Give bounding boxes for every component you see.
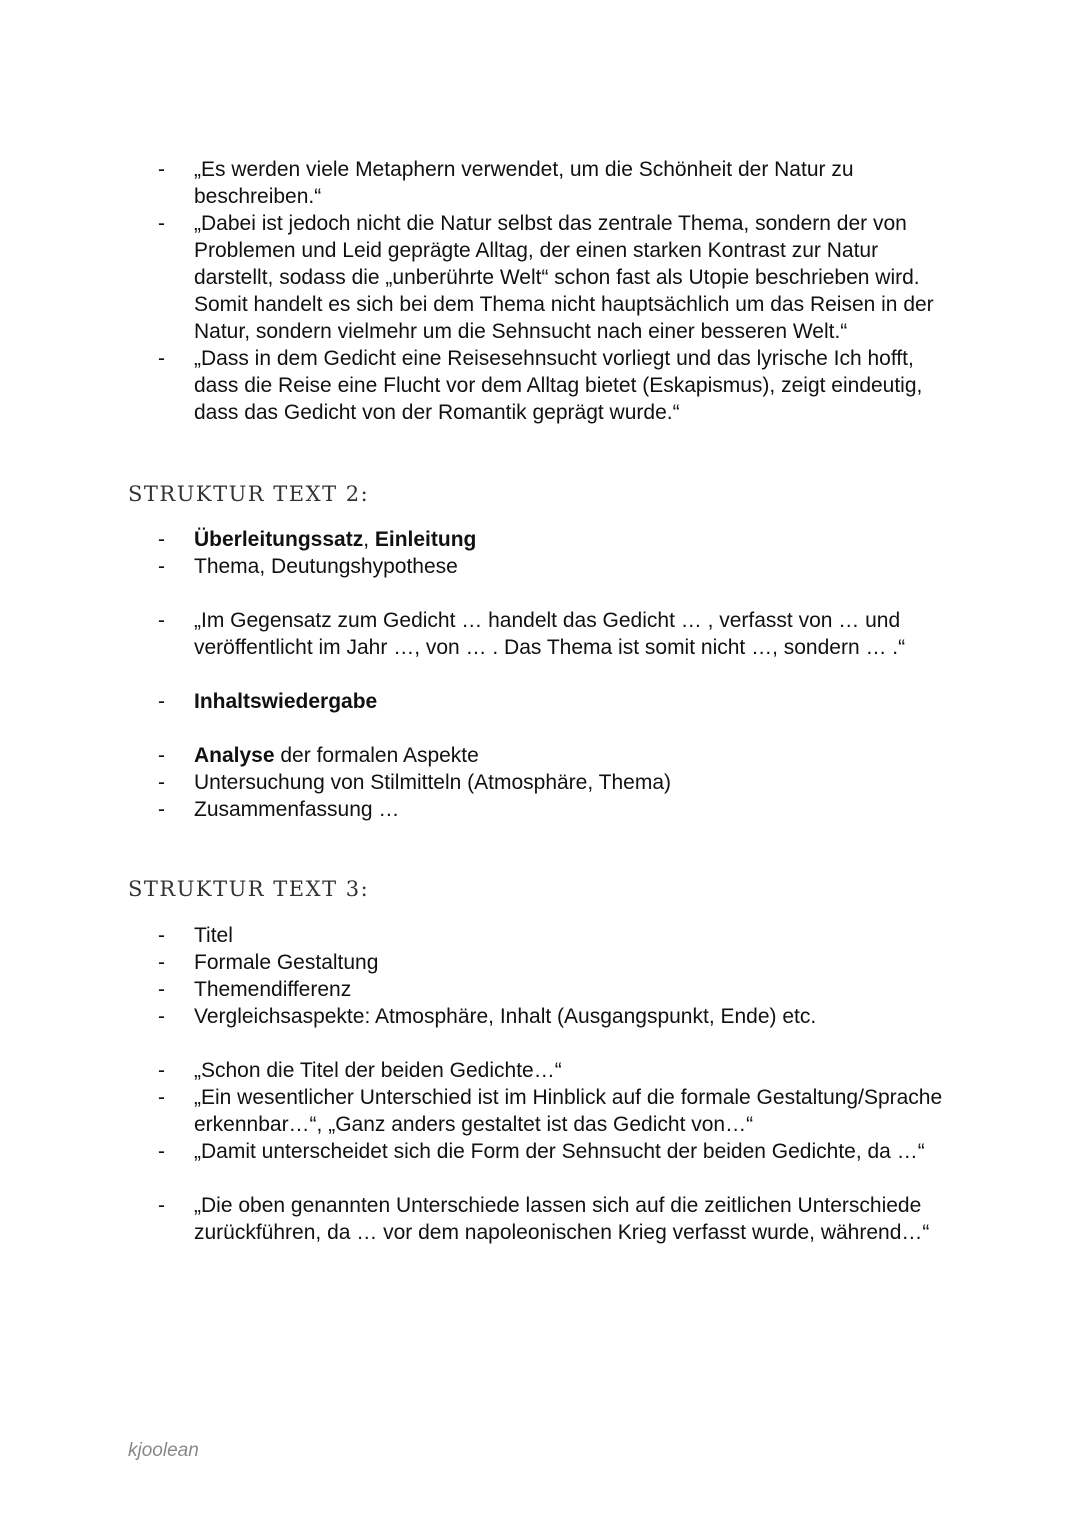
list-item-text: „Dass in dem Gedicht eine Reisesehnsucht vorliegt und das lyrische Ich hofft, dass die Reise eine Flucht vor dem Alltag bietet (Eskapismus), zeigt eindeutig, dass das Gedicht von der Romantik geprägt wurde.“ <box>194 347 923 424</box>
list-item <box>158 949 958 976</box>
list-item <box>158 1057 958 1084</box>
section-heading-text-3: STRUKTUR TEXT 3: <box>128 877 370 901</box>
list-item-text: „Im Gegensatz zum Gedicht … handelt das Gedicht … , verfasst von … und veröffentlicht im Jahr …, von … . Das Thema ist somit nicht …, sondern … .“ <box>194 609 906 659</box>
bullet-dash: - <box>158 690 165 713</box>
list-item <box>158 1138 958 1165</box>
list-item-text: „Dabei ist jedoch nicht die Natur selbst das zentrale Thema, sondern der von Problemen und Leid geprägte Alltag, der einen starken Kontrast zur Natur darstellt, sodass die „unberührte Welt“ schon fast als Utopie beschrieben wird. Somit handelt es sich bei dem Thema nicht hauptsächlich um das Reisen in der Natur, sondern vielmehr um die Sehnsucht nach einer besseren Welt.“ <box>194 212 934 343</box>
list-item <box>158 922 958 949</box>
bullet-dash: - <box>158 1086 165 1109</box>
bold-term: Einleitung <box>374 528 477 551</box>
list-item <box>158 976 958 1003</box>
bullet-dash: - <box>158 158 165 181</box>
list-item <box>158 526 958 553</box>
list-item-text: „Damit unterscheidet sich die Form der Sehnsucht der beiden Gedichte, da …“ <box>194 1140 925 1163</box>
bold-term: Überleitungssatz <box>194 528 364 551</box>
list-item-text: „Es werden viele Metaphern verwendet, um die Schönheit der Natur zu beschreiben.“ <box>194 158 854 208</box>
list-item <box>158 769 958 796</box>
list-item-text: „Die oben genannten Unterschiede lassen sich auf die zeitlichen Unterschiede zurückführen, da … vor dem napoleonischen Krieg verfasst wurde, während…“ <box>194 1194 930 1244</box>
list-item <box>158 553 958 580</box>
bullet-dash: - <box>158 1005 165 1028</box>
bullet-dash: - <box>158 1140 165 1163</box>
separator-text: , <box>363 528 375 551</box>
list-item-text: Vergleichsaspekte: Atmosphäre, Inhalt (Ausgangspunkt, Ende) etc. <box>194 1005 817 1028</box>
spacer <box>158 580 958 607</box>
list-item <box>158 742 958 769</box>
list-item <box>158 1084 958 1138</box>
structure-list-text-2 <box>158 526 958 823</box>
spacer <box>158 1030 958 1057</box>
bullet-dash: - <box>158 212 165 235</box>
list-item <box>158 210 958 345</box>
list-item <box>158 688 958 715</box>
bullet-dash: - <box>158 609 165 632</box>
bullet-dash: - <box>158 528 165 551</box>
list-item-text: Zusammenfassung … <box>194 798 400 821</box>
structure-list-text-3 <box>158 922 958 1246</box>
section-heading-text-2: STRUKTUR TEXT 2: <box>128 482 370 506</box>
bullet-dash: - <box>158 555 165 578</box>
spacer <box>158 715 958 742</box>
list-item-text: Formale Gestaltung <box>194 951 379 974</box>
bullet-dash: - <box>158 798 165 821</box>
list-item-text: „Schon die Titel der beiden Gedichte…“ <box>194 1059 562 1082</box>
spacer <box>158 661 958 688</box>
bullet-dash: - <box>158 347 165 370</box>
bullet-dash: - <box>158 924 165 947</box>
bold-term: Inhaltswiedergabe <box>194 690 378 713</box>
bullet-dash: - <box>158 744 165 767</box>
list-item <box>158 1003 958 1030</box>
spacer <box>158 1165 958 1192</box>
list-item-text: Themendifferenz <box>194 978 352 1001</box>
list-item-text: Untersuchung von Stilmitteln (Atmosphäre, Thema) <box>194 771 671 794</box>
list-item <box>158 796 958 823</box>
list-item <box>158 156 958 210</box>
list-item <box>158 1192 958 1246</box>
bullet-dash: - <box>158 1059 165 1082</box>
list-item-text: der formalen Aspekte <box>274 744 479 767</box>
list-item-text: „Ein wesentlicher Unterschied ist im Hinblick auf die formale Gestaltung/Sprache erkennbar…“, „Ganz anders gestaltet ist das Gedicht von…“ <box>194 1086 943 1136</box>
list-item-text: Titel <box>194 924 233 947</box>
author-footer: kjoolean <box>128 1440 199 1461</box>
list-item <box>158 345 958 426</box>
list-item <box>158 607 958 661</box>
bullet-dash: - <box>158 771 165 794</box>
bullet-dash: - <box>158 978 165 1001</box>
list-item-text: Thema, Deutungshypothese <box>194 555 458 578</box>
bold-term: Analyse <box>194 744 275 767</box>
quote-list <box>158 156 958 426</box>
bullet-dash: - <box>158 1194 165 1217</box>
bullet-dash: - <box>158 951 165 974</box>
